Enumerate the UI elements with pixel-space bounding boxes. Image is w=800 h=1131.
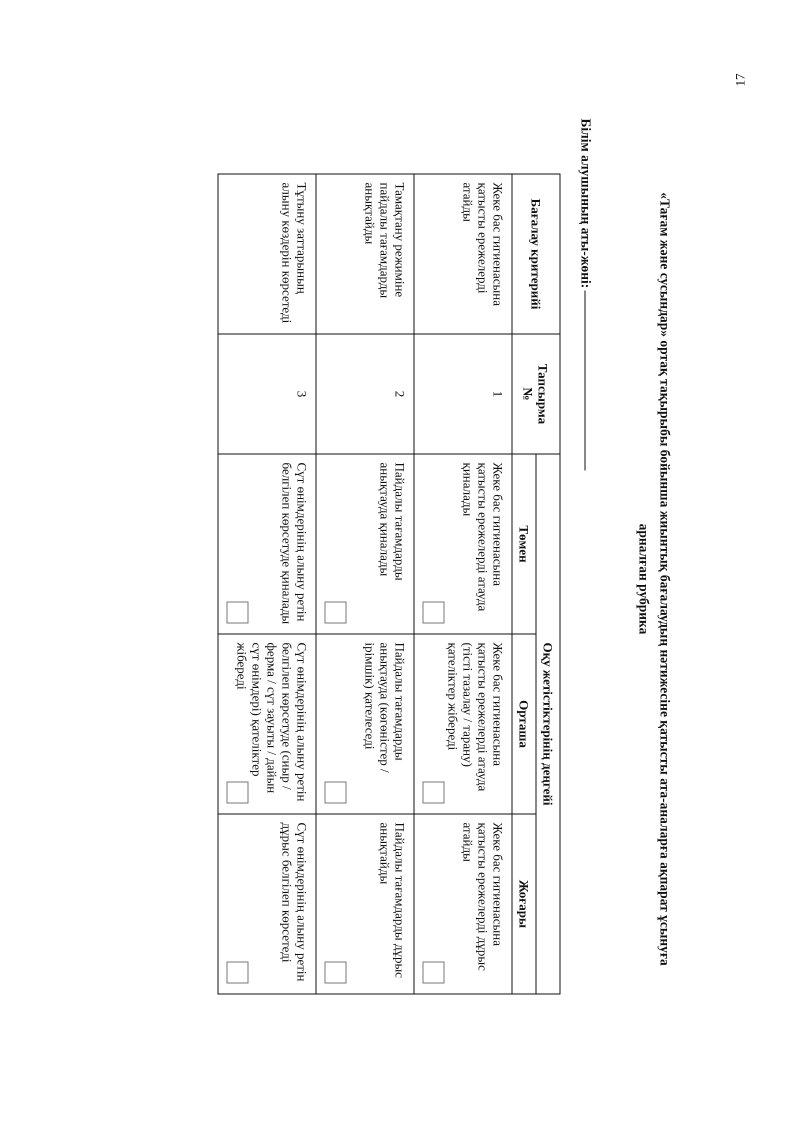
student-name-blank[interactable] (585, 290, 586, 470)
low-level-cell (218, 454, 316, 634)
criterion-cell: Жеке бас гигиенасына қатысты ережелерді атайды (414, 174, 512, 334)
high-level-checkbox[interactable] (325, 962, 347, 984)
medium-level-text: Сүт өнімдерінің алыну ретін белгілеп көрсетуде (сиыр / ферма / сүт зауыты / дайын сүт өнімдері) қателіктер жібереді (234, 642, 310, 802)
high-level-text: Жеке бас гигиенасына қатысты ережелерді дұрыс атайды (460, 822, 506, 971)
header-task-number: № (521, 387, 536, 401)
high-level-text: Сүт өнімдерінің алыну ретін дұрыс белгілеп көрсетеді (279, 822, 310, 982)
page-number: 17 (732, 73, 748, 87)
medium-level-checkbox[interactable] (423, 782, 445, 804)
header-levels-group: Оқу жетістіктерінің деңгейі (536, 454, 560, 994)
medium-level-checkbox[interactable] (227, 782, 249, 804)
student-name-label: Білім алушының аты-жөні: (578, 118, 594, 289)
title-line-1: «Тағам және сусындар» ортақ тақырыбы бойынша жиынтық бағалаудың нәтижесіне қатысты ата-аналарға ақпарат ұсынуға (657, 192, 673, 966)
table-row (218, 174, 316, 994)
low-level-text: Жеке бас гигиенасына қатысты ережелерді атауда қиналады (460, 462, 506, 612)
medium-level-text: Жеке бас гигиенасына қатысты ережелерді атауда (тісті тазалау / тарану) қателіктер жібереді (445, 642, 506, 792)
low-level-cell (316, 454, 414, 634)
low-level-checkbox[interactable] (325, 602, 347, 624)
criterion-cell: Тамақтану режиміне пайдалы тағамдарды анықтайды (316, 174, 414, 334)
student-name-line (578, 119, 594, 471)
document-title (634, 87, 676, 1072)
rubric-sheet (136, 87, 676, 1072)
rubric-table (218, 174, 561, 995)
header-low: Төмен (512, 454, 536, 634)
low-level-checkbox[interactable] (227, 602, 249, 624)
title-line-2: арналған рубрика (636, 523, 652, 635)
task-number-cell: 2 (316, 334, 414, 454)
header-high: Жоғары (512, 814, 536, 994)
low-level-text: Сүт өнімдерінің алыну ретін белгілеп көрсетуде қиналады (279, 462, 310, 625)
header-medium: Орташа (512, 634, 536, 814)
high-level-checkbox[interactable] (423, 962, 445, 984)
header-criterion: Бағалау критерийі (512, 174, 560, 334)
medium-level-checkbox[interactable] (325, 782, 347, 804)
high-level-text: Пайдалы тағамдарды дұрыс анықтайды (377, 822, 408, 978)
low-level-text: Пайдалы тағамдарды анықтауда қиналады (377, 462, 408, 581)
high-level-checkbox[interactable] (227, 962, 249, 984)
task-number-cell: 3 (218, 334, 316, 454)
header-task-label: Тапсырма (536, 363, 551, 425)
medium-level-text: Пайдалы тағамдарды анықтауда (көгөністер / ірімшік) қателеседі (362, 642, 408, 773)
header-task (512, 334, 560, 454)
table-row (316, 174, 414, 994)
medium-level-cell (414, 634, 512, 814)
low-level-checkbox[interactable] (423, 602, 445, 624)
criterion-cell: Тұтыну заттарының алыну көздерін көрсетеді (218, 174, 316, 334)
high-level-cell (316, 814, 414, 994)
medium-level-cell (316, 634, 414, 814)
high-level-cell (414, 814, 512, 994)
table-row (414, 174, 512, 994)
medium-level-cell (218, 634, 316, 814)
task-number-cell: 1 (414, 334, 512, 454)
high-level-cell (218, 814, 316, 994)
low-level-cell (414, 454, 512, 634)
